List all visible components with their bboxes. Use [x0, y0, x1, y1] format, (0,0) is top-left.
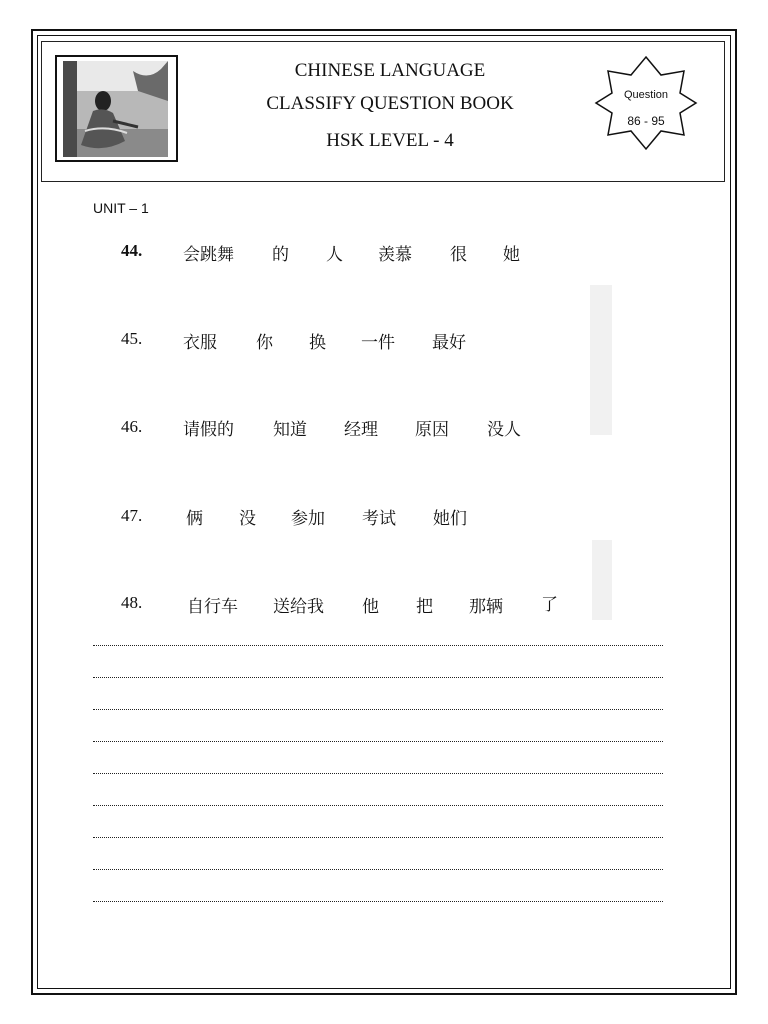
star-badge-icon [594, 55, 698, 151]
word-tile: 最好 [432, 333, 466, 353]
question-number: 48. [121, 593, 143, 612]
word-tile: 俩 [186, 509, 203, 529]
word-tile: 的 [272, 245, 289, 265]
word-tile: 她 [503, 245, 520, 265]
word-tile: 那辆 [469, 597, 503, 617]
scan-smudge [592, 540, 612, 620]
answer-line[interactable] [93, 773, 663, 774]
word-tile: 考试 [362, 509, 396, 529]
word-tile: 没人 [487, 420, 521, 440]
answer-line[interactable] [93, 741, 663, 742]
word-tile: 很 [450, 245, 467, 265]
answer-line[interactable] [93, 709, 663, 710]
word-tile: 原因 [415, 420, 449, 440]
scan-smudge [590, 285, 612, 435]
word-tile: 了 [541, 595, 558, 615]
word-tile: 会跳舞 [183, 245, 234, 265]
word-tile: 送给我 [273, 597, 324, 617]
answer-line[interactable] [93, 805, 663, 806]
word-tile: 参加 [291, 509, 325, 529]
question-number: 47. [121, 506, 143, 525]
cover-photo [63, 61, 168, 157]
answer-line[interactable] [93, 869, 663, 870]
answer-line[interactable] [93, 677, 663, 678]
word-tile: 没 [239, 509, 256, 529]
word-tile: 把 [416, 597, 433, 617]
word-tile: 衣服 [183, 333, 217, 353]
question-number: 45. [121, 329, 143, 348]
word-tile: 一件 [361, 333, 395, 353]
answer-line[interactable] [93, 901, 663, 902]
word-tile: 换 [309, 333, 326, 353]
word-tile: 她们 [433, 509, 467, 529]
badge-range: 86 - 95 [627, 114, 665, 128]
question-number: 44. [121, 241, 143, 260]
word-tile: 经理 [344, 420, 378, 440]
word-tile: 自行车 [187, 597, 238, 617]
word-tile: 他 [362, 597, 379, 617]
word-tile: 知道 [273, 420, 307, 440]
answer-line[interactable] [93, 645, 663, 646]
unit-label: UNIT – 1 [93, 200, 149, 216]
badge-label: Question [623, 89, 669, 101]
question-number: 46. [121, 417, 143, 436]
word-tile: 你 [256, 333, 273, 353]
answer-line[interactable] [93, 837, 663, 838]
word-tile: 羡慕 [378, 245, 412, 265]
word-tile: 请假的 [183, 420, 234, 440]
header-title-line-3: HSK LEVEL - 4 [326, 130, 454, 151]
word-tile: 人 [326, 245, 343, 265]
header-title-line-1: CHINESE LANGUAGE [294, 60, 486, 81]
header-title-line-2: CLASSIFY QUESTION BOOK [266, 93, 514, 114]
